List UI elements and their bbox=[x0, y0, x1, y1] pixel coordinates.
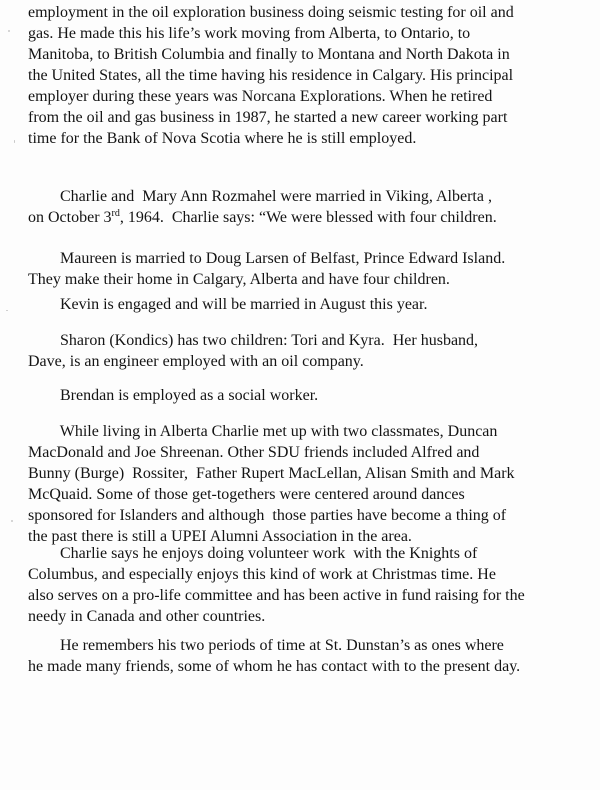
ordinal-superscript: rd bbox=[111, 208, 120, 219]
text-line: Columbus, and especially enjoys this kind of work at Christmas time. He bbox=[28, 566, 496, 583]
text-line: Sharon (Kondics) has two children: Tori and Kyra. Her husband, bbox=[28, 332, 479, 349]
paragraph-brendan bbox=[28, 385, 318, 406]
text-line-with-superscript bbox=[28, 207, 497, 228]
paragraph-employment bbox=[28, 2, 514, 149]
paragraph-marriage bbox=[28, 186, 497, 228]
paragraph-kevin bbox=[28, 294, 427, 315]
text-line: employer during these years was Norcana Explorations. When he retired bbox=[28, 88, 493, 105]
text-line: gas. He made this his life’s work moving from Alberta, to Ontario, to bbox=[28, 25, 471, 42]
text-line: needy in Canada and other countries. bbox=[28, 608, 266, 625]
text-line: employment in the oil exploration business doing seismic testing for oil and bbox=[28, 4, 514, 21]
text-line: time for the Bank of Nova Scotia where he is still employed. bbox=[28, 130, 417, 147]
paragraph-volunteer bbox=[28, 543, 525, 627]
paragraph-classmates bbox=[28, 421, 515, 547]
text-line: he made many friends, some of whom he has contact with to the present day. bbox=[28, 658, 521, 675]
text-line: He remembers his two periods of time at St. Dunstan’s as ones where bbox=[28, 637, 504, 654]
scan-speck bbox=[8, 30, 10, 32]
text-line: the past there is still a UPEI Alumni Association in the area. bbox=[28, 528, 412, 545]
text-line: the United States, all the time having his residence in Calgary. His principal bbox=[28, 67, 514, 84]
paragraph-maureen bbox=[28, 248, 505, 290]
text-fragment: , 1964. Charlie says: “We were blessed with four children. bbox=[119, 209, 497, 226]
text-line: sponsored for Islanders and although those parties have become a thing of bbox=[28, 507, 507, 524]
text-line: MacDonald and Joe Shreenan. Other SDU friends included Alfred and bbox=[28, 444, 480, 461]
text-line: Maureen is married to Doug Larsen of Belfast, Prince Edward Island. bbox=[28, 250, 506, 267]
text-line: also serves on a pro-life committee and has been active in fund raising for the bbox=[28, 587, 525, 604]
paragraph-sharon bbox=[28, 330, 478, 372]
text-line: McQuaid. Some of those get-togethers were centered around dances bbox=[28, 486, 465, 503]
paragraph-memories bbox=[28, 635, 520, 677]
text-line: Bunny (Burge) Rossiter, Father Rupert MacLellan, Alisan Smith and Mark bbox=[28, 465, 515, 482]
text-line: from the oil and gas business in 1987, he started a new career working part bbox=[28, 109, 508, 126]
text-line: Brendan is employed as a social worker. bbox=[28, 387, 319, 404]
text-line: They make their home in Calgary, Alberta and have four children. bbox=[28, 271, 450, 288]
scan-speck bbox=[6, 310, 8, 311]
scan-speck bbox=[14, 140, 15, 143]
text-line: While living in Alberta Charlie met up with two classmates, Duncan bbox=[28, 423, 498, 440]
text-fragment: on October 3 bbox=[28, 209, 112, 226]
text-line: Dave, is an engineer employed with an oil company. bbox=[28, 353, 364, 370]
text-line: Charlie and Mary Ann Rozmahel were married in Viking, Alberta , bbox=[28, 188, 492, 205]
text-line: Charlie says he enjoys doing volunteer work with the Knights of bbox=[28, 545, 478, 562]
text-line: Manitoba, to British Columbia and finally to Montana and North Dakota in bbox=[28, 46, 510, 63]
scan-speck bbox=[11, 520, 13, 522]
text-line: Kevin is engaged and will be married in August this year. bbox=[28, 296, 428, 313]
